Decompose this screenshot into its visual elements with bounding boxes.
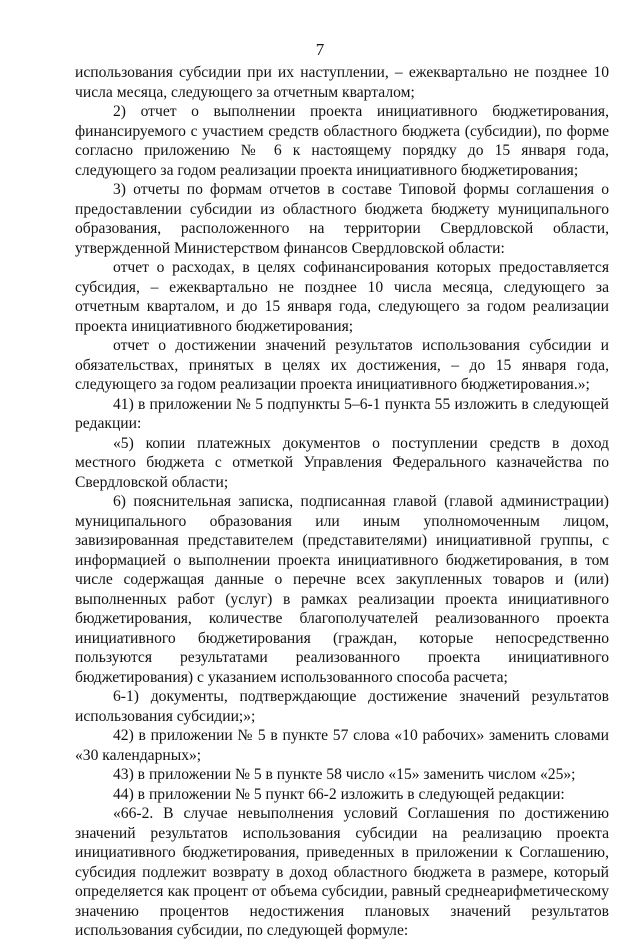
- paragraph-report-forms: 3) отчеты по формам отчетов в составе Типовой формы соглашения о предоставлении субсидии из областного бюджета бюджету муниципального образования, расположенного на территории Свердловской области, утвержденной Министерством финансов Свердловской области:: [75, 181, 609, 257]
- paragraph-item-41: 41) в приложении № 5 подпункты 5–6-1 пункта 55 изложить в следующей редакции:: [75, 395, 609, 432]
- paragraph-report-project: 2) отчет о выполнении проекта инициативного бюджетирования, финансируемого с участием средств областного бюджета (субсидии), по форме согласно приложению № 6 к настоящему порядку до 15 января года, следующего за годом реализации проекта инициативного бюджетирования;: [75, 103, 609, 179]
- paragraph-results-report: отчет о достижении значений результатов использования субсидии и обязательствах, принятых в целях их достижения, – до 15 января года, следующего за годом реализации проекта инициативного бюджетирования.»;: [75, 337, 609, 393]
- paragraph-continuation: использования субсидии при их наступлении, – ежеквартально не позднее 10 числа месяца, следующего за отчетным кварталом;: [75, 64, 609, 101]
- paragraph-point-66-2: «66-2. В случае невыполнения условий Соглашения по достижению значений результатов использования субсидии на реализацию проекта инициативного бюджетирования, приведенных в приложении к Соглашению, субсидия подлежит возврату в доход областного бюджета в размере, который определяется как процент от объема субсидии, равный среднеарифметическому значению процентов недостижения плановых значений результатов использования субсидии, по следующей формуле:: [75, 805, 609, 939]
- paragraph-subitem-5: «5) копии платежных документов о поступлении средств в доход местного бюджета с отметкой Управления Федерального казначейства по Свердловской области;: [75, 434, 609, 491]
- paragraph-subitem-6-1: 6-1) документы, подтверждающие достижение значений результатов использования субсидии;»;: [75, 688, 609, 725]
- page-number: 7: [315, 40, 325, 59]
- paragraph-subitem-6: 6) пояснительная записка, подписанная главой (главой администрации) муниципального образования или иным уполномоченным лицом, завизированная представителем (представителями) инициативной группы, с информацией о выполнении проекта инициативного бюджетирования, в том числе содержащая данные о перечне всех закупленных товаров и (или) выполненных работ (услуг) в рамках реализации проекта инициативного бюджетирования, количестве благополучателей реализованного проекта инициативного бюджетирования (граждан, которые непосредственно пользуются результатами реализованного проекта инициативного бюджетирования) с указанием использованного способа расчета;: [75, 493, 609, 686]
- paragraph-item-44: 44) в приложении № 5 пункт 66-2 изложить в следующей редакции:: [113, 785, 565, 803]
- paragraph-item-43: 43) в приложении № 5 в пункте 58 число «15» заменить числом «25»;: [113, 766, 576, 783]
- document-body: [75, 63, 609, 941]
- paragraph-expense-report: отчет о расходах, в целях софинансирования которых предоставляется субсидия, – ежеквартально не позднее 10 числа месяца, следующего за отчетным кварталом, и до 15 января года, следующего за годом реализации проекта инициативного бюджетирования;: [75, 259, 609, 335]
- paragraph-item-42: 42) в приложении № 5 в пункте 57 слова «10 рабочих» заменить словами «30 календарных»;: [75, 727, 609, 764]
